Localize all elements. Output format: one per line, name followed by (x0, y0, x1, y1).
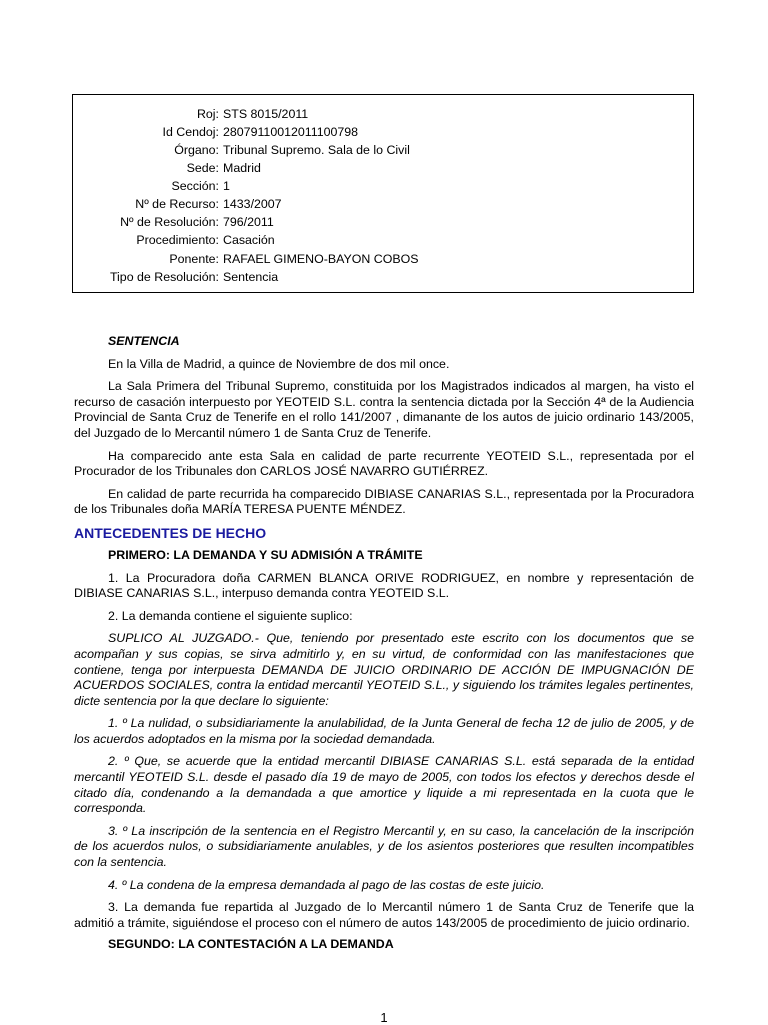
suplico-paragraph: SUPLICO AL JUZGADO.- Que, teniendo por presentado este escrito con los documentos que se acompañan y sus copias, se sirva admitirlo y, en su virtud, de conformidad con las manifestaciones que contiene, tenga por interpuesta DEMANDA DE JUICIO ORDINARIO DE ACCIÓN DE IMPUGNACIÓN DE ACUERDOS SOCIALES, contra la entidad mercantil YEOTEID S.L., y siguiendo los trámites legales pertinentes, dicte sentencia por la que declare lo siguiente: (74, 631, 694, 708)
metadata-label: Procedimiento: (136, 233, 219, 247)
metadata-row-roj (73, 105, 693, 123)
sub-heading-segundo: SEGUNDO: LA CONTESTACIÓN A LA DEMANDA (108, 937, 394, 952)
metadata-value: STS 8015/2011 (223, 107, 309, 121)
body-paragraph: 1. La Procuradora doña CARMEN BLANCA ORIVE RODRIGUEZ, en nombre y representación de DIBIASE CANARIAS S.L., interpuso demanda contra YEOTEID S.L. (74, 570, 694, 601)
suplico-item: 2. º Que, se acuerde que la entidad mercantil DIBIASE CANARIAS S.L. está separada de la entidad mercantil YEOTEID S.L. desde el pasado día 19 de mayo de 2005, con todos los efectos y derechos desde el citado día, condenando a la demandada a que amortice y liquide a mi representada en la cuota que le corresponda. (74, 754, 694, 816)
intro-paragraph: La Sala Primera del Tribunal Supremo, constituida por los Magistrados indicados al margen, ha visto el recurso de casación interpuesto por YEOTEID S.L. contra la sentencia dictada por la Sección 4ª de la Audiencia Provincial de Santa Cruz de Tenerife en el rollo 141/2007 , dimanante de los autos de juicio ordinario 143/2005, del Juzgado de lo Mercantil número 1 de Santa Cruz de Tenerife. (74, 379, 694, 440)
metadata-row-organo (73, 141, 693, 159)
metadata-label: Sección: (171, 179, 219, 193)
metadata-value: Sentencia (223, 270, 279, 284)
page-number: 1 (380, 1010, 388, 1025)
metadata-row-resolucion (73, 213, 693, 231)
metadata-value: 796/2011 (223, 215, 274, 229)
metadata-row-recurso (73, 195, 693, 213)
metadata-label: Id Cendoj: (162, 125, 219, 139)
intro-paragraph: Ha comparecido ante esta Sala en calidad de parte recurrente YEOTEID S.L., representada por el Procurador de los Tribunales don CARLOS JOSÉ NAVARRO GUTIÉRREZ. (74, 448, 694, 479)
metadata-row-sede (73, 159, 693, 177)
intro-date-paragraph: En la Villa de Madrid, a quince de Noviembre de dos mil once. (108, 356, 450, 371)
metadata-label: Ponente: (169, 252, 219, 266)
suplico-item: 4. º La condena de la empresa demandada al pago de las costas de este juicio. (108, 877, 545, 892)
metadata-row-ponente (73, 250, 693, 268)
metadata-value: Tribunal Supremo. Sala de lo Civil (223, 143, 410, 157)
metadata-row-procedimiento (73, 231, 693, 249)
metadata-label: Sede: (186, 161, 219, 175)
metadata-value: 28079110012011100798 (223, 125, 359, 139)
metadata-label: Nº de Recurso: (135, 197, 219, 211)
sub-heading-primero: PRIMERO: LA DEMANDA Y SU ADMISIÓN A TRÁMITE (108, 547, 423, 562)
metadata-label: Órgano: (174, 143, 219, 157)
metadata-row-id-cendoj (73, 123, 693, 141)
intro-paragraph: En calidad de parte recurrida ha comparecido DIBIASE CANARIAS S.L., representada por la Procuradora de los Tribunales doña MARÍA TERESA PUENTE MÉNDEZ. (74, 486, 694, 517)
metadata-value: Madrid (223, 161, 261, 175)
section-heading: ANTECEDENTES DE HECHO (74, 524, 267, 541)
metadata-value: 1433/2007 (223, 197, 282, 211)
metadata-label: Nº de Resolución: (120, 215, 219, 229)
suplico-item: 1. º La nulidad, o subsidiariamente la anulabilidad, de la Junta General de fecha 12 de julio de 2005, y de los acuerdos adoptados en la misma por la sociedad demandada. (74, 716, 694, 746)
metadata-value: 1 (223, 179, 230, 193)
body-paragraph: 2. La demanda contiene el siguiente suplico: (108, 608, 353, 623)
metadata-label: Roj: (196, 107, 219, 121)
body-paragraph: 3. La demanda fue repartida al Juzgado de lo Mercantil número 1 de Santa Cruz de Tenerife que la admitió a trámite, siguiéndose el proceso con el número de autos 143/2005 de procedimiento de juicio ordinario. (74, 900, 694, 930)
metadata-row-tipo (73, 268, 693, 286)
metadata-row-seccion (73, 177, 693, 195)
metadata-label: Tipo de Resolución: (109, 270, 219, 284)
document-body (74, 334, 694, 953)
metadata-box (72, 94, 694, 293)
metadata-value: Casación (223, 233, 275, 247)
suplico-item: 3. º La inscripción de la sentencia en el Registro Mercantil y, en su caso, la cancelación de la inscripción de los acuerdos nulos, o subsidiariamente anulables, y de los asientos posteriores que resulten incompatibles con la sentencia. (74, 823, 694, 870)
sentencia-title: SENTENCIA (108, 334, 180, 348)
metadata-value: RAFAEL GIMENO-BAYON COBOS (223, 252, 419, 266)
